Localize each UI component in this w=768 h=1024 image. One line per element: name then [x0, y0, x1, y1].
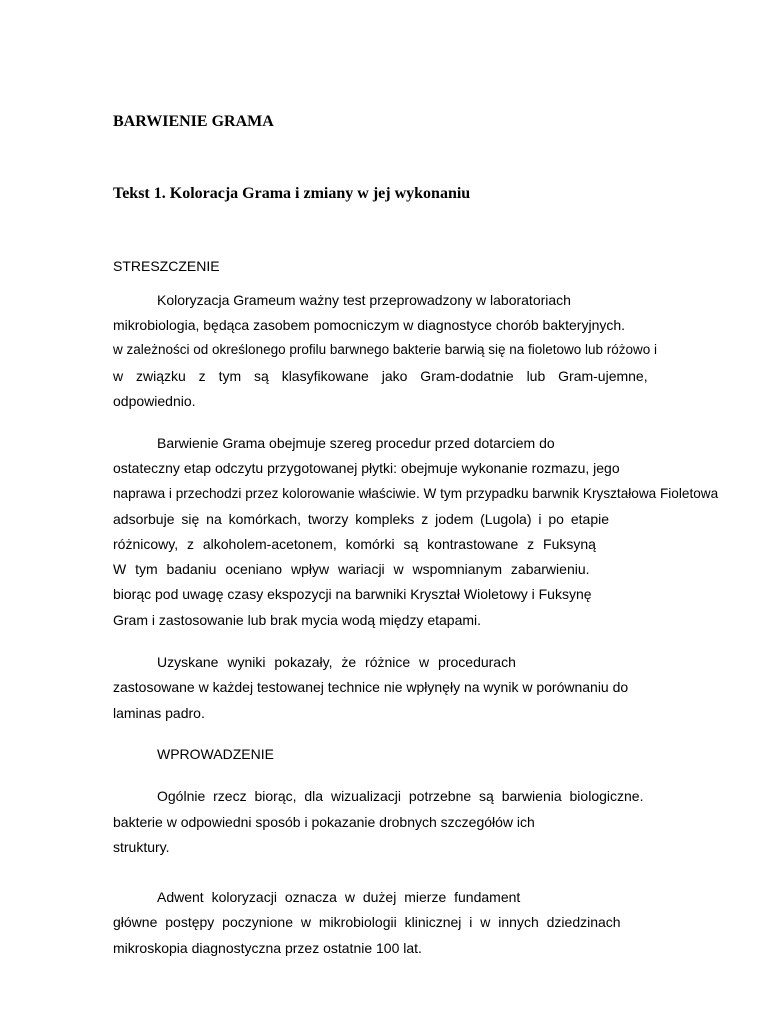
paragraph-line: Ogólnie rzecz biorąc, dla wizualizacji potrzebne są barwienia biologiczne. — [157, 788, 644, 804]
paragraph-line: Koloryzacja Grameum ważny test przeprowadzony w laboratoriach — [157, 292, 571, 308]
paragraph-line: w zależności od określonego profilu barwnego bakterie barwią się na fioletowo lub różowo i — [113, 342, 658, 357]
paragraph-line: w związku z tym są klasyfikowane jako Gram-dodatnie lub Gram-ujemne, — [113, 368, 648, 384]
document-title: BARWIENIE GRAMA — [113, 113, 274, 130]
paragraph-line: różnicowy, z alkoholem-acetonem, komórki są kontrastowane z Fuksyną — [113, 536, 596, 552]
paragraph-line: Gram i zastosowanie lub brak mycia wodą między etapami. — [113, 612, 482, 628]
paragraph-line: laminas padrо. — [113, 705, 205, 721]
paragraph-line: Barwienie Grama obejmuje szereg procedur przed dotarciem do — [157, 435, 555, 451]
paragraph-line: Adwent koloryzacji oznacza w dużej mierze fundament — [157, 889, 521, 905]
paragraph-line: ostateczny etap odczytu przygotowanej płytki: obejmuje wykonanie rozmazu, jego — [113, 460, 620, 476]
paragraph-line: naprawa i przechodzi przez kolorowanie właściwie. W tym przypadku barwnik Kryształowa Fioletowa — [113, 486, 719, 501]
document-subtitle: Tekst 1. Koloracja Grama i zmiany w jej wykonaniu — [113, 185, 471, 202]
paragraph-line: Uzyskane wyniki pokazały, że różnice w procedurach — [157, 654, 516, 670]
paragraph-line: zastosowane w każdej testowanej technice nie wpłynęły na wynik w porównaniu do — [113, 679, 629, 695]
paragraph-line: główne postępy poczynione w mikrobiologii klinicznej i w innych dziedzinach — [113, 914, 621, 930]
paragraph-line: bakterie w odpowiedni sposób i pokazanie drobnych szczegółów ich — [113, 814, 535, 830]
paragraph-line: odpowiednio. — [113, 393, 196, 409]
paragraph-line: mikrobiologia, będąca zasobem pomocniczym w diagnostyce chorób bakteryjnych. — [113, 317, 626, 333]
summary-heading: STRESZCZENIE — [113, 258, 220, 274]
introduction-heading: WPROWADZENIE — [157, 746, 274, 762]
paragraph-line: W tym badaniu oceniano wpływ wariacji w wspomnianym zabarwieniu. — [113, 561, 590, 577]
paragraph-line: biorąc pod uwagę czasy ekspozycji na barwniki Kryształ Wioletowy i Fuksynę — [113, 586, 592, 602]
paragraph-line: adsorbuje się na komórkach, tworzy kompleks z jodem (Lugola) i po etapie — [113, 511, 610, 527]
paragraph-line: mikroskopia diagnostyczna przez ostatnie 100 lat. — [113, 940, 422, 956]
paragraph-line: struktury. — [113, 839, 170, 855]
